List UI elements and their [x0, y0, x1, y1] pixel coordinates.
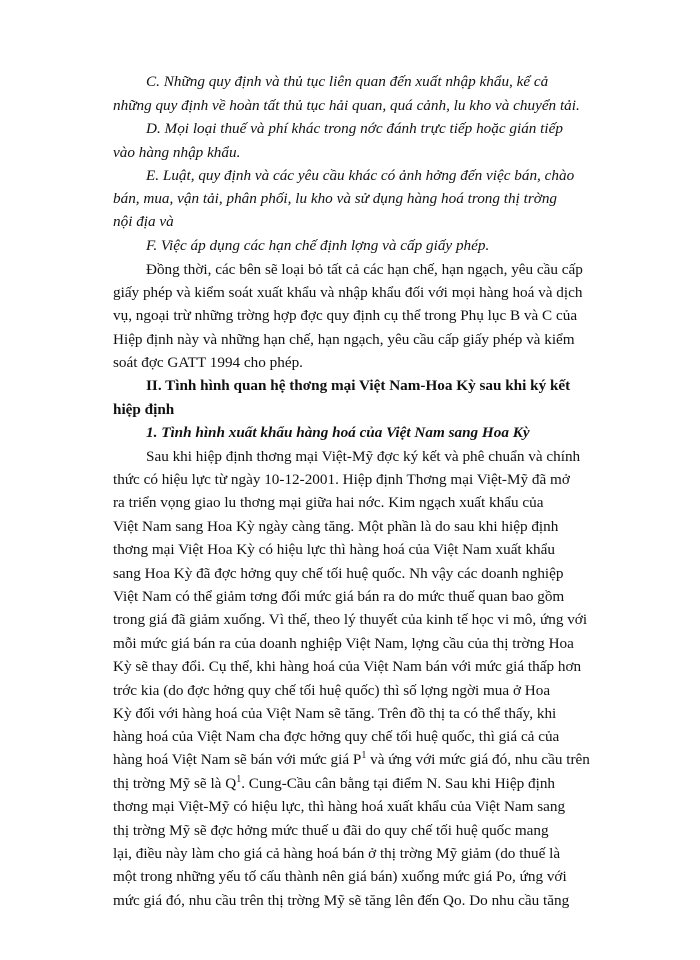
paragraph-line: thị trờng Mỹ sẽ đợc hởng mức thuế u đãi do quy chế tối huệ quốc mang [113, 822, 549, 839]
list-item-e-cont: bán, mua, vận tải, phân phối, lu kho và sử dụng hàng hoá trong thị trờng [113, 190, 558, 207]
list-item-c: C. Những quy định và thủ tục liên quan đến xuất nhập khẩu, kể cả [146, 73, 549, 90]
paragraph-line: thơng mại Việt Hoa Kỳ có hiệu lực thì hàng hoá của Việt Nam xuất khẩu [113, 541, 555, 558]
paragraph-line: Đồng thời, các bên sẽ loại bỏ tất cả các hạn chế, hạn ngạch, yêu cầu cấp [146, 261, 583, 278]
paragraph-line: ra triển vọng giao lu thơng mại giữa hai nớc. Kim ngạch xuất khẩu của [113, 494, 544, 511]
paragraph-line: sang Hoa Kỳ đã đợc hởng quy chế tối huệ quốc. Nh vậy các doanh nghiệp [113, 565, 564, 582]
paragraph-line: mỗi mức giá bán ra của doanh nghiệp Việt Nam, lợng cầu của thị trờng Hoa [113, 635, 574, 652]
superscript: 1 [361, 749, 367, 761]
paragraph-line: mức giá đó, nhu cầu trên thị trờng Mỹ sẽ tăng lên đến Qo. Do nhu cầu tăng [113, 892, 570, 909]
list-item-c-cont: những quy định về hoàn tất thủ tục hải quan, quá cảnh, lu kho và chuyển tải. [113, 97, 580, 114]
paragraph-line: Kỳ sẽ thay đổi. Cụ thể, khi hàng hoá của Việt Nam bán với mức giá thấp hơn [113, 658, 582, 675]
text-run: và ứng với mức giá đó, nhu cầu trên [366, 751, 590, 768]
paragraph-line: trong giá đã giảm xuống. Vì thế, theo lý thuyết của kinh tế học vi mô, ứng với [113, 611, 588, 628]
section-heading: II. Tình hình quan hệ thơng mại Việt Nam-Hoa Kỳ sau khi ký kết [146, 377, 571, 394]
paragraph-line: trớc kia (do đợc hởng quy chế tối huệ quốc) thì số lợng ngời mua ở Hoa [113, 682, 551, 699]
text-run: thị trờng Mỹ sẽ là Q [113, 775, 237, 792]
list-item-e: E. Luật, quy định và các yêu cầu khác có ảnh hởng đến việc bán, chào [146, 167, 575, 184]
paragraph-line: giấy phép và kiểm soát xuất khẩu và nhập khẩu đối với mọi hàng hoá và dịch [113, 284, 583, 301]
superscript: 1 [236, 773, 242, 785]
paragraph-line: Sau khi hiệp định thơng mại Việt-Mỹ đợc ký kết và phê chuẩn và chính [146, 448, 581, 465]
subsection-heading: 1. Tình hình xuất khẩu hàng hoá của Việt Nam sang Hoa Kỳ [146, 424, 530, 441]
paragraph-line: một trong những yếu tố cấu thành nên giá bán) xuống mức giá Po, ứng với [113, 868, 567, 885]
paragraph-line: Kỳ đối với hàng hoá của Việt Nam sẽ tăng. Trên đồ thị ta có thể thấy, khi [113, 705, 557, 722]
paragraph-line-with-superscript [113, 750, 590, 770]
section-heading-cont: hiệp định [113, 401, 175, 418]
paragraph-line: thức có hiệu lực từ ngày 10-12-2001. Hiệp định Thơng mại Việt-Mỹ đã mở [113, 471, 570, 488]
paragraph-line: vụ, ngoại trừ những trờng hợp đợc quy định cụ thể trong Phụ lục B và C của [113, 307, 578, 324]
paragraph-line: thơng mại Việt-Mỹ có hiệu lực, thì hàng hoá xuất khẩu của Việt Nam sang [113, 798, 566, 815]
paragraph-line: lại, điều này làm cho giá cả hàng hoá bán ở thị trờng Mỹ giảm (do thuế là [113, 845, 561, 862]
list-item-e-cont2: nội địa và [113, 213, 174, 230]
text-run: . Cung-Cầu cân bằng tại điểm N. Sau khi Hiệp định [241, 775, 556, 792]
paragraph-line: Hiệp định này và những hạn chế, hạn ngạch, yêu cầu cấp giấy phép và kiểm [113, 331, 575, 348]
paragraph-line: hàng hoá của Việt Nam cha đợc hởng quy chế tối huệ quốc, thì giá cả của [113, 728, 560, 745]
text-run: hàng hoá Việt Nam sẽ bán với mức giá P [113, 751, 362, 768]
list-item-d-cont: vào hàng nhập khẩu. [113, 144, 241, 161]
paragraph-line-with-superscript [113, 774, 555, 794]
paragraph-line: Việt Nam có thể giảm tơng đối mức giá bán ra do mức thuế quan bao gồm [113, 588, 565, 605]
paragraph-line: Việt Nam sang Hoa Kỳ ngày càng tăng. Một phần là do sau khi hiệp định [113, 518, 559, 535]
list-item-d: D. Mọi loại thuế và phí khác trong nớc đánh trực tiếp hoặc gián tiếp [146, 120, 563, 137]
paragraph-line: soát đợc GATT 1994 cho phép. [113, 354, 303, 371]
list-item-f: F. Việc áp dụng các hạn chế định lợng và cấp giấy phép. [146, 237, 490, 254]
